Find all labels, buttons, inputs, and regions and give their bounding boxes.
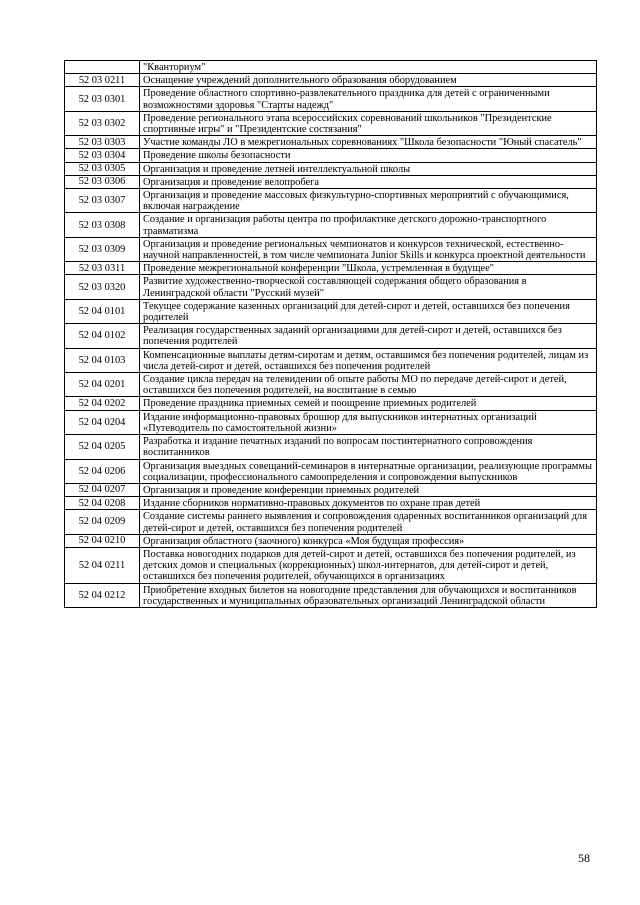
row-code-cell: 52 04 0208 [65, 497, 140, 510]
row-description-cell: Развитие художественно-творческой составляющей содержания общего образования в Ленинградской области "Русский музей" [140, 275, 597, 299]
table-row [65, 275, 597, 299]
row-description-cell: Организация и проведение региональных чемпионатов и конкурсов технической, естественно-научной направленностей, в том числе чемпионата Junior Skills и конкурса проектной деятельности [140, 237, 597, 261]
row-description-cell: Поставка новогодних подарков для детей-сирот и детей, оставшихся без попечения родителей, из детских домов и специальных (коррекционных) школ-интернатов, для детей-сирот и детей, оставшихся без попечения родителей, обучающихся в организациях [140, 547, 597, 583]
row-code-cell: 52 03 0304 [65, 149, 140, 162]
row-code-cell: 52 03 0302 [65, 111, 140, 135]
table-row [65, 459, 597, 483]
table-row [65, 435, 597, 459]
page-number: 58 [578, 851, 590, 865]
table-row [65, 237, 597, 261]
table-row [65, 213, 597, 237]
row-code-cell: 52 03 0305 [65, 162, 140, 175]
row-code-cell: 52 03 0301 [65, 87, 140, 111]
table-row [65, 149, 597, 162]
budget-code-table [64, 60, 597, 608]
table-row [65, 497, 597, 510]
table-row [65, 111, 597, 135]
row-description-cell: Текущее содержание казенных организаций для детей-сирот и детей, оставшихся без попечения родителей [140, 299, 597, 323]
row-description-cell: Проведение межрегиональной конференции "Школа, устремленная в будущее" [140, 262, 597, 275]
row-code-cell: 52 04 0204 [65, 410, 140, 434]
row-code-cell [65, 61, 140, 74]
table-row [65, 61, 597, 74]
row-description-cell: Проведение регионального этапа всероссийских соревнований школьников "Президентские спортивные игры" и "Президентские состязания" [140, 111, 597, 135]
table-row [65, 189, 597, 213]
row-description-cell: Издание информационно-правовых брошюр для выпускников интернатных организаций «Путеводитель по самостоятельной жизни» [140, 410, 597, 434]
row-description-cell: Проведение школы безопасности [140, 149, 597, 162]
row-description-cell: Проведение праздника приемных семей и поощрение приемных родителей [140, 397, 597, 410]
row-code-cell: 52 03 0309 [65, 237, 140, 261]
table-row [65, 547, 597, 583]
row-description-cell: Приобретение входных билетов на новогодние представления для обучающихся и воспитанников государственных и муниципальных образовательных организаций Ленинградской области [140, 583, 597, 607]
row-description-cell: Организация и проведение конференции приемных родителей [140, 483, 597, 496]
table-body [65, 61, 597, 608]
row-code-cell: 52 03 0306 [65, 175, 140, 188]
row-code-cell: 52 03 0308 [65, 213, 140, 237]
row-description-cell: Организация и проведение массовых физкультурно-спортивных мероприятий с обучающимися, включая награждение [140, 189, 597, 213]
table-row [65, 299, 597, 323]
table-row [65, 324, 597, 348]
row-code-cell: 52 03 0211 [65, 74, 140, 87]
row-code-cell: 52 03 0307 [65, 189, 140, 213]
table-row [65, 373, 597, 397]
row-description-cell: Издание сборников нормативно-правовых документов по охране прав детей [140, 497, 597, 510]
table-row [65, 87, 597, 111]
table-row [65, 136, 597, 149]
row-description-cell: "Кванториум" [140, 61, 597, 74]
row-description-cell: Реализация государственных заданий организациями для детей-сирот и детей, оставшихся без попечения родителей [140, 324, 597, 348]
row-code-cell: 52 03 0320 [65, 275, 140, 299]
row-description-cell: Организация выездных совещаний-семинаров в интернатные организации, реализующие программы социализации, профессионального самоопределения и сопровождения выпускников [140, 459, 597, 483]
table-row [65, 534, 597, 547]
row-code-cell: 52 04 0207 [65, 483, 140, 496]
row-description-cell: Создание и организация работы центра по профилактике детского дорожно-транспортного травматизма [140, 213, 597, 237]
row-description-cell: Организация областного (заочного) конкурса «Моя будущая профессия» [140, 534, 597, 547]
row-code-cell: 52 04 0201 [65, 373, 140, 397]
table-row [65, 175, 597, 188]
row-code-cell: 52 04 0103 [65, 348, 140, 372]
table-row [65, 397, 597, 410]
row-code-cell: 52 04 0102 [65, 324, 140, 348]
table-row [65, 510, 597, 534]
row-code-cell: 52 04 0205 [65, 435, 140, 459]
row-description-cell: Создание системы раннего выявления и сопровождения одаренных воспитанников организаций для детей-сирот и детей, оставшихся без попечения родителей [140, 510, 597, 534]
table-row [65, 74, 597, 87]
table-row [65, 262, 597, 275]
row-description-cell: Участие команды ЛО в межрегиональных соревнованиях "Школа безопасности "Юный спасатель" [140, 136, 597, 149]
row-description-cell: Создание цикла передач на телевидении об опыте работы МО по передаче детей-сирот и детей, оставшихся без попечения родителей, на воспитание в семью [140, 373, 597, 397]
table-row [65, 483, 597, 496]
row-description-cell: Разработка и издание печатных изданий по вопросам постинтернатного сопровождения воспитанников [140, 435, 597, 459]
row-description-cell: Оснащение учреждений дополнительного образования оборудованием [140, 74, 597, 87]
row-code-cell: 52 04 0101 [65, 299, 140, 323]
table-row [65, 583, 597, 607]
table-row [65, 348, 597, 372]
row-code-cell: 52 04 0206 [65, 459, 140, 483]
row-code-cell: 52 04 0211 [65, 547, 140, 583]
table-row [65, 162, 597, 175]
row-code-cell: 52 03 0303 [65, 136, 140, 149]
row-code-cell: 52 03 0311 [65, 262, 140, 275]
row-code-cell: 52 04 0210 [65, 534, 140, 547]
table-row [65, 410, 597, 434]
row-description-cell: Компенсационные выплаты детям-сиротам и детям, оставшимся без попечения родителей, лицам из числа детей-сирот и детей, оставшихся без попечения родителей [140, 348, 597, 372]
row-code-cell: 52 04 0212 [65, 583, 140, 607]
row-code-cell: 52 04 0209 [65, 510, 140, 534]
row-description-cell: Организация и проведение велопробега [140, 175, 597, 188]
row-code-cell: 52 04 0202 [65, 397, 140, 410]
row-description-cell: Организация и проведение летней интеллектуальной школы [140, 162, 597, 175]
row-description-cell: Проведение областного спортивно-развлекательного праздника для детей с ограниченными возможностями здоровья "Старты надежд" [140, 87, 597, 111]
